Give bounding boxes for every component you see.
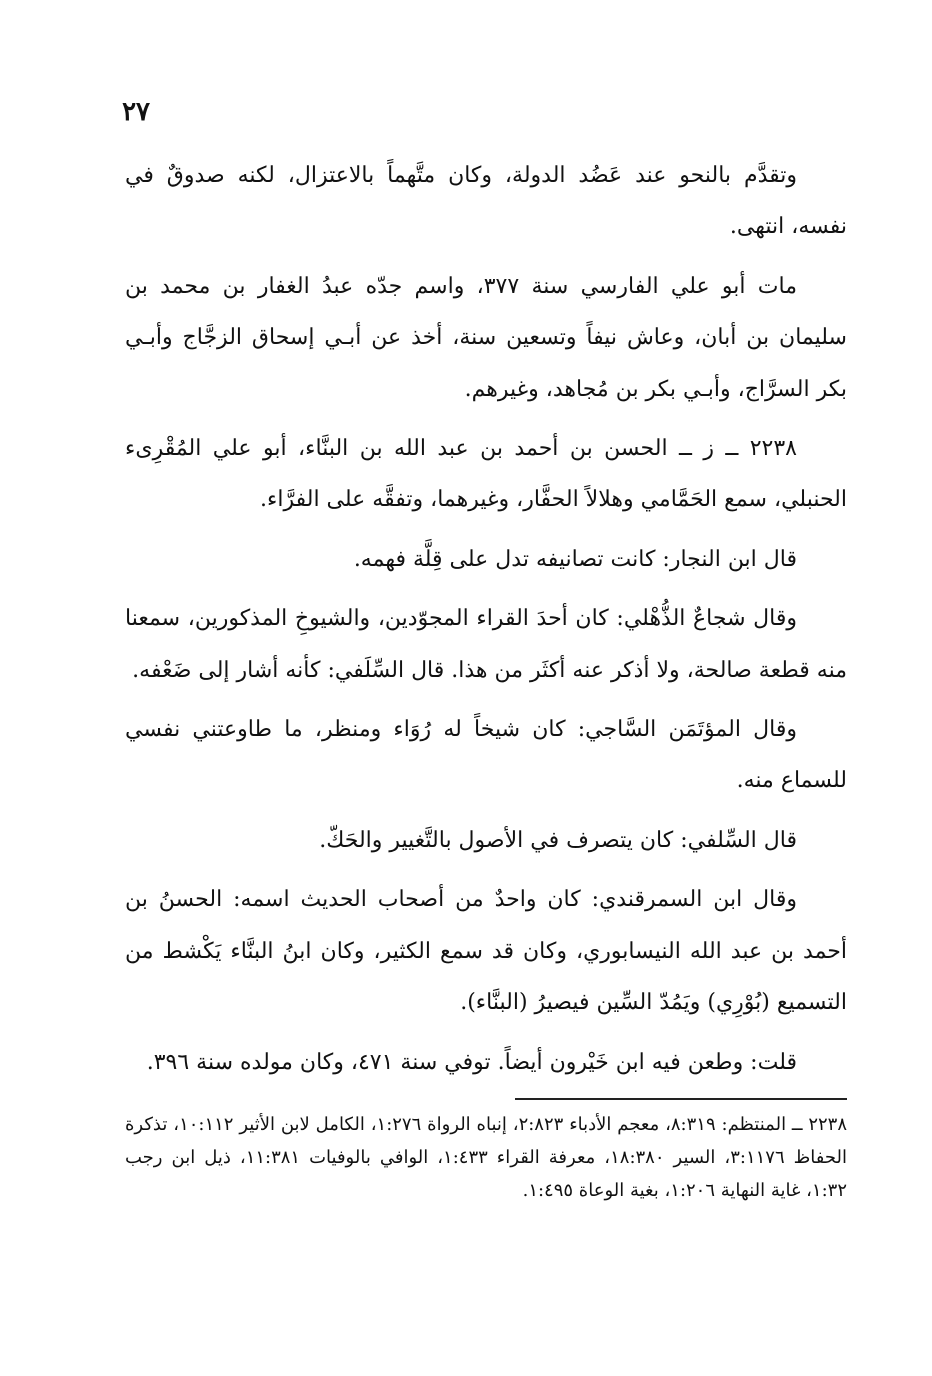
footnote-divider	[515, 1098, 847, 1100]
paragraph: قال ابن النجار: كانت تصانيفه تدل على قِلَّة فهمه.	[353, 546, 797, 572]
footnotes	[125, 1108, 847, 1207]
paragraph: وقال المؤتَمَن السَّاجي: كان شيخاً له رُوَاء ومنظر، ما طاوعتني نفسي للسماع منه.	[125, 717, 847, 794]
entry-paragraph: ٢٢٣٨ ــ ز ــ الحسن بن أحمد بن عبد الله بن البنَّاء، أبو علي المُقْرِىء الحنبلي، سمع الحَمَّامي وهلالاً الحفَّار، وغيرهما، وتفقَّه على الفرَّاء.	[125, 436, 847, 513]
paragraph: وقال ابن السمرقندي: كان واحدٌ من أصحاب الحديث اسمه: الحسنُ بن أحمد بن عبد الله النيسابوري، وكان قد سمع الكثير، وكان ابنُ البنَّاء يَكْشط من التسميع (بُوْرِي) ويَمُدّ السِّين فيصيرُ (البنَّاء).	[125, 887, 848, 1016]
paragraph: مات أبو علي الفارسي سنة ٣٧٧، واسم جدّه عبدُ الغفار بن محمد بن سليمان بن أبان، وعاش نيفاً وتسعين سنة، أخذ عن أبـي إسحاق الزجَّاج وأبـي بكر السرَّاج، وأبـي بكر بن مُجاهد، وغيرهم.	[125, 273, 847, 402]
paragraph: قلت: وطعن فيه ابن خَيْرون أيضاً. توفي سنة ٤٧١، وكان مولده سنة ٣٩٦.	[146, 1049, 797, 1075]
paragraph: وتقدَّم بالنحو عند عَضُد الدولة، وكان متَّهماً بالاعتزال، لكنه صدوقٌ في نفسه، انتهى.	[125, 163, 847, 240]
paragraph: قال السِّلفي: كان يتصرف في الأصول بالتَّغيير والحَكّ.	[319, 827, 797, 853]
main-text	[125, 150, 847, 1096]
paragraph: وقال شجاعٌ الذُّهْلي: كان أحدَ القراء المجوّدين، والشيوخِ المذكورين، سمعنا منه قطعة صالحة، ولا أذكر عنه أكثَر من هذا. قال السِّلَفي: كأنه أشار إلى ضَعْفه.	[125, 606, 847, 683]
page-number: ٢٧	[122, 97, 150, 127]
footnote: ٢٢٣٨ ــ المنتظم: ٨:٣١٩، معجم الأدباء ٢:٨٢٣، إنباه الرواة ١:٢٧٦، الكامل لابن الأثير ١٠:١١٢، تذكرة الحفاظ ٣:١١٧٦، السير ١٨:٣٨٠، معرفة القراء ١:٤٣٣، الوافي بالوفيات ١١:٣٨١، ذيل ابن رجب ١:٣٢، غاية النهاية ١:٢٠٦، بغية الوعاة ١:٤٩٥.	[125, 1114, 848, 1201]
